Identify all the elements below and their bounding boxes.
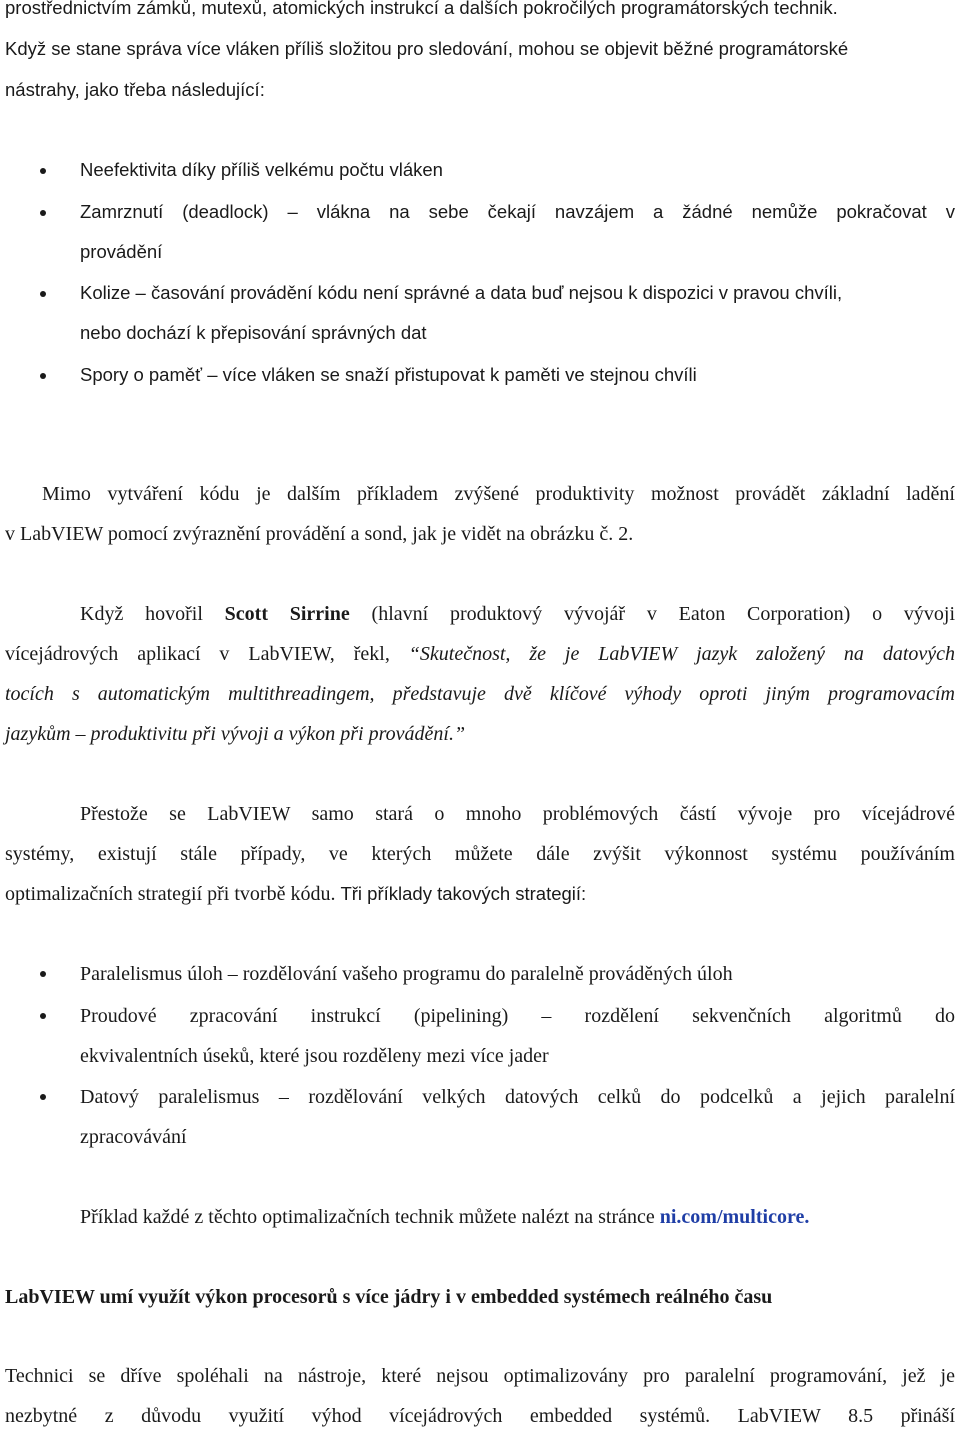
quote-text: “Skutečnost, že je LabVIEW jazyk založený na datových xyxy=(408,643,956,665)
bullet-icon xyxy=(40,1094,46,1100)
final-paragraph-line-1: Technici se dříve spoléhali na nástroje, které nejsou optimalizovány pro paralelní programování, jež je xyxy=(5,1365,955,1387)
strategy-paragraph-line-1: Přestože se LabVIEW samo stará o mnoho problémových částí vývoje pro vícejádrové xyxy=(80,803,955,825)
list-item-continuation: nebo dochází k přepisování správných dat xyxy=(80,322,427,343)
list-item-continuation: zpracovávání xyxy=(80,1126,187,1148)
bullet-icon xyxy=(40,373,46,379)
example-line xyxy=(80,1205,809,1229)
list-item: Neefektivita díky příliš velkému počtu vláken xyxy=(80,159,443,180)
list-item-continuation: provádění xyxy=(80,241,163,262)
quote-intro-text: (hlavní produktový vývojář v Eaton Corporation) o vývoji xyxy=(371,603,956,625)
list-item: Kolize – časování provádění kódu není správné a data buď nejsou k dispozici v pravou chvíli, xyxy=(80,282,843,303)
bullet-icon xyxy=(40,168,46,174)
final-paragraph-line-2: nezbytné z důvodu využití výhod vícejádrových embedded systémů. LabVIEW 8.5 přináší xyxy=(5,1405,955,1427)
strategy-paragraph-line-2: systémy, existují stále případy, ve kterých můžete dále zvýšit výkonnost systému používáním xyxy=(5,843,955,865)
quote-intro-text: vícejádrových aplikací v LabVIEW, řekl, xyxy=(5,643,390,665)
list-item: Datový paralelismus – rozdělování velkých datových celků do podcelků a jejich paralelní xyxy=(80,1086,955,1108)
quote-paragraph-line-4: jazykům – produktivitu při vývoji a výkon při provádění.” xyxy=(5,723,466,745)
quote-intro-text: Když hovořil xyxy=(80,603,203,625)
example-text: Příklad každé z těchto optimalizačních technik můžete nalézt na stránce xyxy=(80,1206,655,1228)
multicore-link[interactable]: ni.com/multicore. xyxy=(659,1206,810,1228)
quote-paragraph-line-3: tocích s automatickým multithreadingem, představuje dvě klíčové výhody oproti jiným programovacím xyxy=(5,683,955,705)
bullet-icon xyxy=(40,1013,46,1019)
quote-paragraph-line-1 xyxy=(80,602,955,626)
strategy-text: Tři příklady takových strategií: xyxy=(340,883,587,904)
bullet-icon xyxy=(40,971,46,977)
section-heading: LabVIEW umí využít výkon procesorů s více jádry i v embedded systémech reálného času xyxy=(5,1286,773,1308)
intro-line-3: nástrahy, jako třeba následující: xyxy=(5,79,265,100)
bullet-icon xyxy=(40,291,46,297)
intro-line-1: prostřednictvím zámků, mutexů, atomických instrukcí a dalších pokročilých programátorských technik. xyxy=(5,0,838,18)
bullet-icon xyxy=(40,210,46,216)
list-item-continuation: ekvivalentních úseků, které jsou rozděleny mezi více jader xyxy=(80,1045,549,1067)
intro-line-2: Když se stane správa více vláken příliš složitou pro sledování, mohou se objevit běžné programátorské xyxy=(5,38,849,59)
speaker-name: Scott Sirrine xyxy=(224,603,350,625)
strategy-text: optimalizačních strategií při tvorbě kódu. xyxy=(5,883,336,905)
list-item: Proudové zpracování instrukcí (pipelining) – rozdělení sekvenčních algoritmů do xyxy=(80,1005,955,1027)
list-item: Spory o paměť – více vláken se snaží přistupovat k paměti ve stejnou chvíli xyxy=(80,364,697,385)
list-item: Paralelismus úloh – rozdělování vašeho programu do paralelně prováděných úloh xyxy=(80,963,733,985)
debug-paragraph-line-1: Mimo vytváření kódu je dalším příkladem zvýšené produktivity možnost provádět základní ladění xyxy=(42,483,955,505)
quote-paragraph-line-2 xyxy=(5,642,955,666)
strategy-paragraph-line-3 xyxy=(5,882,586,906)
list-item: Zamrznutí (deadlock) – vlákna na sebe čekají navzájem a žádné nemůže pokračovat v xyxy=(80,201,955,222)
debug-paragraph-line-2: v LabVIEW pomocí zvýraznění provádění a sond, jak je vidět na obrázku č. 2. xyxy=(5,523,634,545)
